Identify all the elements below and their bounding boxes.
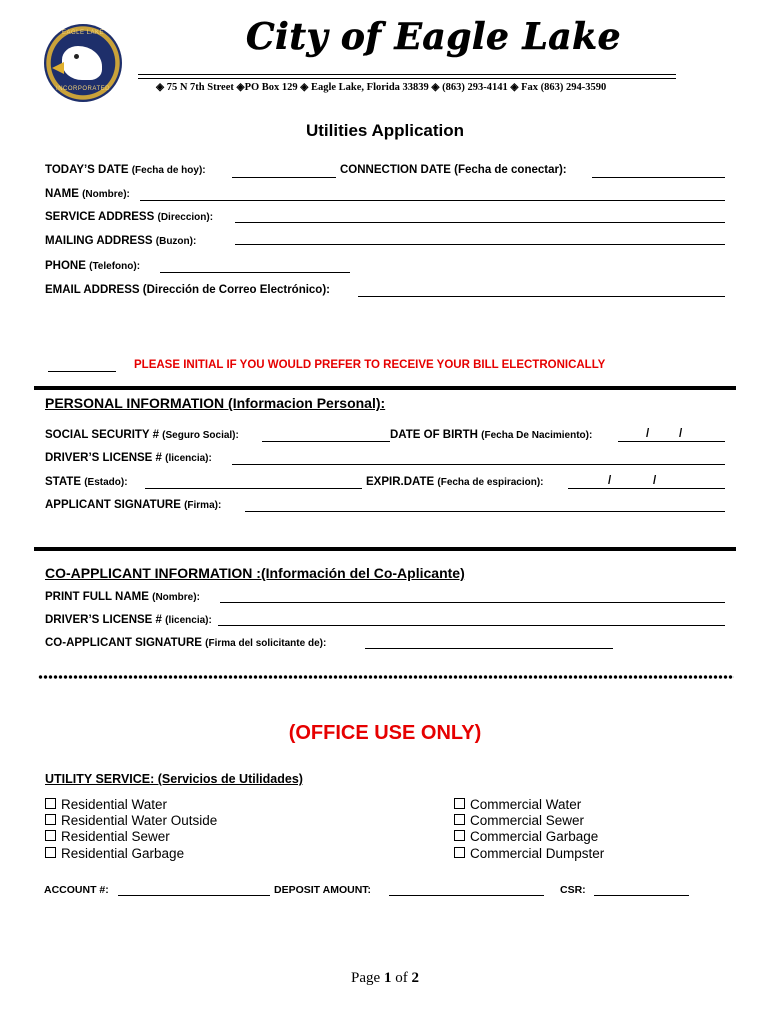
account-field[interactable] [118, 895, 270, 896]
email-label: EMAIL ADDRESS (Dirección de Correo Electrónico): [45, 284, 330, 296]
coapplicant-signature-label: CO-APPLICANT SIGNATURE (Firma del solicitante de): [45, 637, 327, 649]
connection-date-field[interactable] [592, 177, 725, 178]
commercial-option[interactable]: Commercial Water [454, 797, 581, 812]
commercial-option[interactable]: Commercial Garbage [454, 829, 598, 844]
personal-info-heading: PERSONAL INFORMATION (Informacion Personal): [45, 395, 386, 411]
eagle-beak-icon [52, 62, 64, 74]
checkbox-icon[interactable] [45, 814, 56, 825]
state-label: STATE (Estado): [45, 476, 128, 488]
todays-date-field[interactable] [232, 177, 336, 178]
drivers-license-label: DRIVER’S LICENSE # (licencia): [45, 452, 212, 464]
phone-field[interactable] [160, 272, 350, 273]
checkbox-icon[interactable] [454, 847, 465, 858]
deposit-label: DEPOSIT AMOUNT: [274, 884, 372, 896]
dob-field[interactable] [618, 441, 725, 442]
eagle-icon [62, 46, 102, 80]
city-title: City of Eagle Lake [246, 16, 621, 58]
name-field[interactable] [140, 200, 725, 201]
commercial-option[interactable]: Commercial Sewer [454, 813, 584, 828]
service-address-field[interactable] [235, 222, 725, 223]
state-field[interactable] [145, 488, 362, 489]
service-address-label: SERVICE ADDRESS (Direccion): [45, 211, 214, 223]
phone-label: PHONE (Telefono): [45, 260, 141, 272]
checkbox-icon[interactable] [454, 830, 465, 841]
dob-slash-1: / [646, 428, 650, 440]
section-divider [34, 386, 736, 390]
page-number: Page 1 of 2 [351, 970, 419, 986]
csr-field[interactable] [594, 895, 689, 896]
checkbox-icon[interactable] [454, 798, 465, 809]
applicant-signature-field[interactable] [245, 511, 725, 512]
mailing-address-field[interactable] [235, 244, 725, 245]
seal-inner-text: INCORPORATED [56, 86, 110, 92]
ssn-label: SOCIAL SECURITY # (Seguro Social): [45, 429, 239, 441]
initial-field[interactable] [48, 371, 116, 372]
expir-date-field[interactable] [568, 488, 725, 489]
email-field[interactable] [358, 296, 725, 297]
checkbox-icon[interactable] [45, 798, 56, 809]
dob-label: DATE OF BIRTH (Fecha De Nacimiento): [390, 429, 593, 441]
checkbox-icon[interactable] [454, 814, 465, 825]
ssn-field[interactable] [262, 441, 390, 442]
name-label: NAME (Nombre): [45, 188, 130, 200]
dob-slash-2: / [679, 428, 683, 440]
address-line: ◈ 75 N 7th Street ◈PO Box 129 ◈ Eagle Lake, Florida 33839 ◈ (863) 293-4141 ◈ Fax (863) 294-3590 [156, 82, 607, 93]
account-label: ACCOUNT #: [44, 884, 109, 896]
office-use-heading: (OFFICE USE ONLY) [288, 722, 482, 744]
commercial-option[interactable]: Commercial Dumpster [454, 846, 604, 861]
connection-date-label: CONNECTION DATE (Fecha de conectar): [340, 164, 567, 176]
coapplicant-signature-field[interactable] [365, 648, 613, 649]
expir-slash-1: / [608, 475, 612, 487]
residential-option[interactable]: Residential Sewer [45, 829, 170, 844]
eagle-eye-icon [74, 54, 79, 59]
checkbox-icon[interactable] [45, 830, 56, 841]
residential-option[interactable]: Residential Water Outside [45, 813, 217, 828]
residential-option[interactable]: Residential Water [45, 797, 167, 812]
mailing-address-label: MAILING ADDRESS (Buzon): [45, 235, 197, 247]
section-divider [34, 547, 736, 551]
csr-label: CSR: [560, 884, 586, 896]
seal-ring-text: EAGLE LAKE [61, 30, 105, 36]
coapplicant-name-field[interactable] [220, 602, 725, 603]
expir-slash-2: / [653, 475, 657, 487]
coapplicant-license-label: DRIVER’S LICENSE # (licencia): [45, 614, 212, 626]
coapplicant-heading: CO-APPLICANT INFORMATION :(Información del Co-Aplicante) [45, 565, 465, 581]
applicant-signature-label: APPLICANT SIGNATURE (Firma): [45, 499, 222, 511]
electronic-bill-notice: PLEASE INITIAL IF YOU WOULD PREFER TO RECEIVE YOUR BILL ELECTRONICALLY [134, 359, 606, 371]
expir-date-label: EXPIR.DATE (Fecha de espiracion): [366, 476, 544, 488]
document-title: Utilities Application [305, 121, 465, 140]
drivers-license-field[interactable] [232, 464, 725, 465]
residential-option[interactable]: Residential Garbage [45, 846, 184, 861]
utility-service-heading: UTILITY SERVICE: (Servicios de Utilidades) [45, 772, 303, 786]
dotted-divider [38, 674, 734, 680]
checkbox-icon[interactable] [45, 847, 56, 858]
todays-date-label: TODAY’S DATE (Fecha de hoy): [45, 164, 206, 176]
coapplicant-name-label: PRINT FULL NAME (Nombre): [45, 591, 200, 603]
city-seal [44, 24, 122, 102]
header-rule [138, 74, 676, 79]
deposit-field[interactable] [389, 895, 544, 896]
coapplicant-license-field[interactable] [218, 625, 725, 626]
